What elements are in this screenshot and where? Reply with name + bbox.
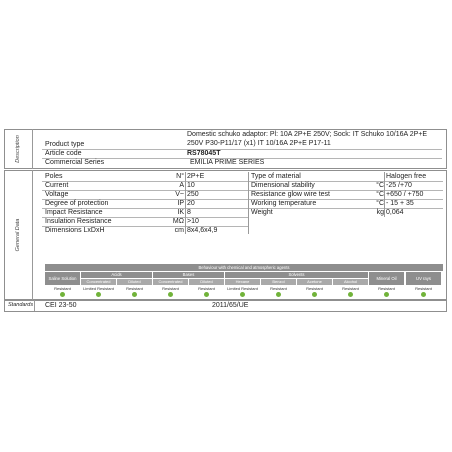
spec-unit: IP: [177, 200, 184, 207]
spec-value: 10: [187, 182, 195, 189]
spec-label: Dimensional stability: [251, 182, 315, 189]
chemical-group-header: Acids: [81, 272, 152, 278]
chemical-sub-header: Acetone: [297, 279, 332, 285]
chemical-sub-header: Diluted: [117, 279, 152, 285]
spec-label: Type of material: [251, 173, 301, 180]
spec-label: Resistance glow wire test: [251, 191, 330, 198]
chemical-group-header: Solvents: [225, 272, 368, 278]
status-ok-icon: [132, 292, 137, 297]
unit-divider: [185, 172, 186, 234]
series-value: EMILIA PRIME SERIES: [190, 159, 265, 166]
spec-unit: °C: [376, 200, 384, 207]
spec-unit: °C: [376, 191, 384, 198]
chemical-result: Resistant: [162, 286, 179, 291]
spec-unit: MΩ: [172, 218, 184, 225]
spec-label: Dimensions LxDxH: [45, 227, 105, 234]
spec-value: 0,064: [386, 209, 404, 216]
chemical-result: Resistant: [342, 286, 359, 291]
series-label: Commercial Series: [45, 159, 105, 166]
status-ok-icon: [96, 292, 101, 297]
spec-value: 20: [187, 200, 195, 207]
spec-value: -25 /+70: [386, 182, 412, 189]
general-data-side-label: [4, 170, 33, 300]
article-code-label: Article code: [45, 150, 82, 157]
article-code-value: RS78045T: [187, 150, 221, 157]
spec-divider: [249, 208, 443, 209]
spec-divider: [42, 181, 248, 182]
chemical-result: Limited Resistant: [83, 286, 114, 291]
spec-unit: kg: [376, 209, 384, 216]
chemical-sub-header: Hexane: [225, 279, 260, 285]
status-ok-icon: [276, 292, 281, 297]
description-title: Description: [15, 135, 21, 163]
chemical-sub-header: Concentrated: [153, 279, 188, 285]
product-type-value-line1: Domestic schuko adaptor: Pl: 10A 2P+E 250V; Sock: IT Schuko 10/16A 2P+E: [187, 131, 428, 138]
general-data-title: General Data: [15, 218, 21, 252]
chemical-result: Resistant: [54, 286, 71, 291]
spec-value: 8x4,6x4,9: [187, 227, 218, 234]
chemical-result: Resistant: [198, 286, 215, 291]
spec-value: 2P+E: [187, 173, 205, 180]
unit-divider: [384, 172, 385, 217]
status-ok-icon: [204, 292, 209, 297]
spec-value: 250: [187, 191, 199, 198]
chemical-group-header: Saline Solution: [45, 272, 80, 285]
chemical-sub-header: Benzol: [261, 279, 296, 285]
spec-value: Halogen free: [386, 173, 427, 180]
spec-label: Degree of protection: [45, 200, 109, 207]
spec-value: >10: [187, 218, 199, 225]
product-type-value-line2: 250V P30-P11/17 (x1) IT 10/16A 2P+E P17-11: [187, 140, 331, 147]
chemical-result: Resistant: [270, 286, 287, 291]
status-ok-icon: [240, 292, 245, 297]
spec-unit: °C: [376, 182, 384, 189]
spec-unit: V~: [175, 191, 184, 198]
spec-label: Current: [45, 182, 69, 189]
spec-unit: N°: [176, 173, 184, 180]
standards-title: Standards: [8, 302, 34, 308]
status-ok-icon: [384, 292, 389, 297]
chemical-group-header: Mineral Oil: [369, 272, 404, 285]
chemical-group-header: UV rays: [406, 272, 441, 285]
chemical-result: Limited Resistant: [227, 286, 258, 291]
status-ok-icon: [348, 292, 353, 297]
spec-label: Poles: [45, 173, 63, 180]
chemical-result: Resistant: [378, 286, 395, 291]
standard-eu: 2011/65/UE: [212, 302, 249, 309]
description-side-label: [4, 129, 33, 169]
spec-value: +650 / +750: [386, 191, 424, 198]
spec-label: Working temperature: [251, 200, 317, 207]
chemical-group-header: Bases: [153, 272, 224, 278]
spec-label: Weight: [251, 209, 273, 216]
chemical-sub-header: Alcohol: [333, 279, 368, 285]
spec-label: Impact Resistance: [45, 209, 103, 216]
spec-unit: cm: [174, 227, 184, 234]
chemical-result: Resistant: [415, 286, 432, 291]
status-ok-icon: [312, 292, 317, 297]
chemical-sub-header: Concentrated: [81, 279, 116, 285]
spec-unit: A: [179, 182, 184, 189]
spec-value: - 15 + 35: [386, 200, 414, 207]
standard-cei: CEI 23-50: [45, 302, 77, 309]
spec-unit: IK: [177, 209, 184, 216]
product-type-label: Product type: [45, 141, 85, 148]
chemical-sub-header: Diluted: [189, 279, 224, 285]
status-ok-icon: [421, 292, 426, 297]
status-ok-icon: [168, 292, 173, 297]
spec-label: Voltage: [45, 191, 69, 198]
status-ok-icon: [60, 292, 65, 297]
chemical-title: Behaviour with chemical and atmospheric agents: [45, 264, 443, 271]
spec-divider: [42, 190, 248, 191]
spec-label: Insulation Resistance: [45, 218, 112, 225]
chemical-result: Resistant: [306, 286, 323, 291]
chemical-result: Resistant: [126, 286, 143, 291]
spec-value: 8: [187, 209, 191, 216]
